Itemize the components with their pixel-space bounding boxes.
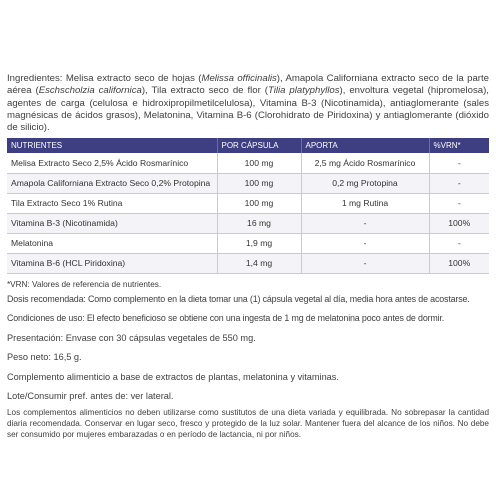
ingredients-part: ), Amapola Californiana extracto seco de la parte aérea ( — [7, 73, 489, 97]
cell-aporta: 2,5 mg Ácido Rosmarínico — [301, 153, 429, 173]
presentacion: Presentación: Envase con 30 cápsulas vegetales de 550 mg. — [7, 332, 256, 343]
cell-capsula: 16 mg — [217, 213, 301, 233]
table-row — [7, 153, 489, 173]
cell-vrn: - — [429, 173, 489, 193]
header-nutrientes: NUTRIENTES — [7, 138, 217, 153]
cell-nutriente: Vitamina B-6 (HCL Piridoxina) — [7, 253, 217, 273]
cell-aporta: - — [301, 253, 429, 273]
cell-vrn: - — [429, 153, 489, 173]
condiciones-de-uso: Condiciones de uso: El efecto beneficioso se obtiene con una ingesta de 1 mg de melatonina poco antes de dormir. — [7, 313, 445, 324]
table-row — [7, 173, 489, 193]
lote: Lote/Consumir pref. antes de: ver lateral. — [7, 391, 174, 402]
table-header-row — [7, 138, 489, 153]
ingredients-text — [7, 73, 489, 134]
nutrition-table — [7, 138, 489, 274]
table-row — [7, 253, 489, 273]
cell-capsula: 100 mg — [217, 153, 301, 173]
cell-capsula: 100 mg — [217, 193, 301, 213]
latin-name: Melissa officinalis — [201, 73, 277, 84]
latin-name: Eschscholzia californica — [38, 85, 142, 97]
cell-nutriente: Melatonina — [7, 233, 217, 253]
cell-aporta: 1 mg Rutina — [301, 193, 429, 213]
ingredients-part: ), Tila extracto seco de flor ( — [141, 85, 268, 97]
cell-capsula: 1,9 mg — [217, 233, 301, 253]
cell-vrn: - — [429, 193, 489, 213]
label-content — [7, 73, 489, 440]
table-row — [7, 233, 489, 253]
table-row — [7, 193, 489, 213]
cell-aporta: - — [301, 233, 429, 253]
complemento-alimenticio: Complemento alimenticio a base de extractos de plantas, melatonina y vitaminas. — [7, 371, 339, 382]
table-row — [7, 213, 489, 233]
ingredients-part: ), envoltura vegetal (hipromelosa), agentes de carga (celulosa e hidroxipropilmetilcelulosa), Vitamina B-3 (Nicotinamida), antiaglomerante (sales magnésicas de ácidos grasos), Melatonina, Vitamina B-6 (Clorohidrato de Piridoxina) y antiaglomerante (dióxido de silicio). — [7, 85, 489, 134]
cell-nutriente: Melisa Extracto Seco 2,5% Ácido Rosmarínico — [7, 153, 217, 173]
cell-aporta: 0,2 mg Protopina — [301, 173, 429, 193]
peso-neto: Peso neto: 16,5 g. — [7, 352, 82, 363]
cell-nutriente: Amapola Californiana Extracto Seco 0,2% Protopina — [7, 173, 217, 193]
header-por-capsula: POR CÁPSULA — [217, 138, 301, 153]
cell-vrn: - — [429, 233, 489, 253]
dosis-recomendada: Dosis recomendada: Como complemento en la dieta tomar una (1) cápsula vegetal al día, media hora antes de acostarse. — [7, 293, 470, 304]
cell-nutriente: Vitamina B-3 (Nicotinamida) — [7, 213, 217, 233]
cell-vrn: 100% — [429, 213, 489, 233]
cell-capsula: 1,4 mg — [217, 253, 301, 273]
ingredients-part: Ingredientes: Melisa extracto seco de hojas ( — [7, 73, 202, 84]
latin-name: Tilia platyphyllos — [267, 85, 340, 97]
cell-nutriente: Tila Extracto Seco 1% Rutina — [7, 193, 217, 213]
header-aporta: APORTA — [301, 138, 429, 153]
vrn-note: *VRN: Valores de referencia de nutrientes. — [7, 279, 162, 289]
cell-capsula: 100 mg — [217, 173, 301, 193]
warning-footnote: Los complementos alimenticios no deben utilizarse como sustitutos de una dieta variada y equilibrada. No sobrepasar la cantidad diaria recomendada. Conservar en lugar seco, fresco y protegido de la luz solar. Mantener fuera del alcance de los niños. No debe ser consumido por mujeres embarazadas o en período de lactancia, ni por niños. — [7, 408, 489, 439]
cell-aporta: - — [301, 213, 429, 233]
header-vrn: %VRN* — [429, 138, 489, 153]
cell-vrn: 100% — [429, 253, 489, 273]
